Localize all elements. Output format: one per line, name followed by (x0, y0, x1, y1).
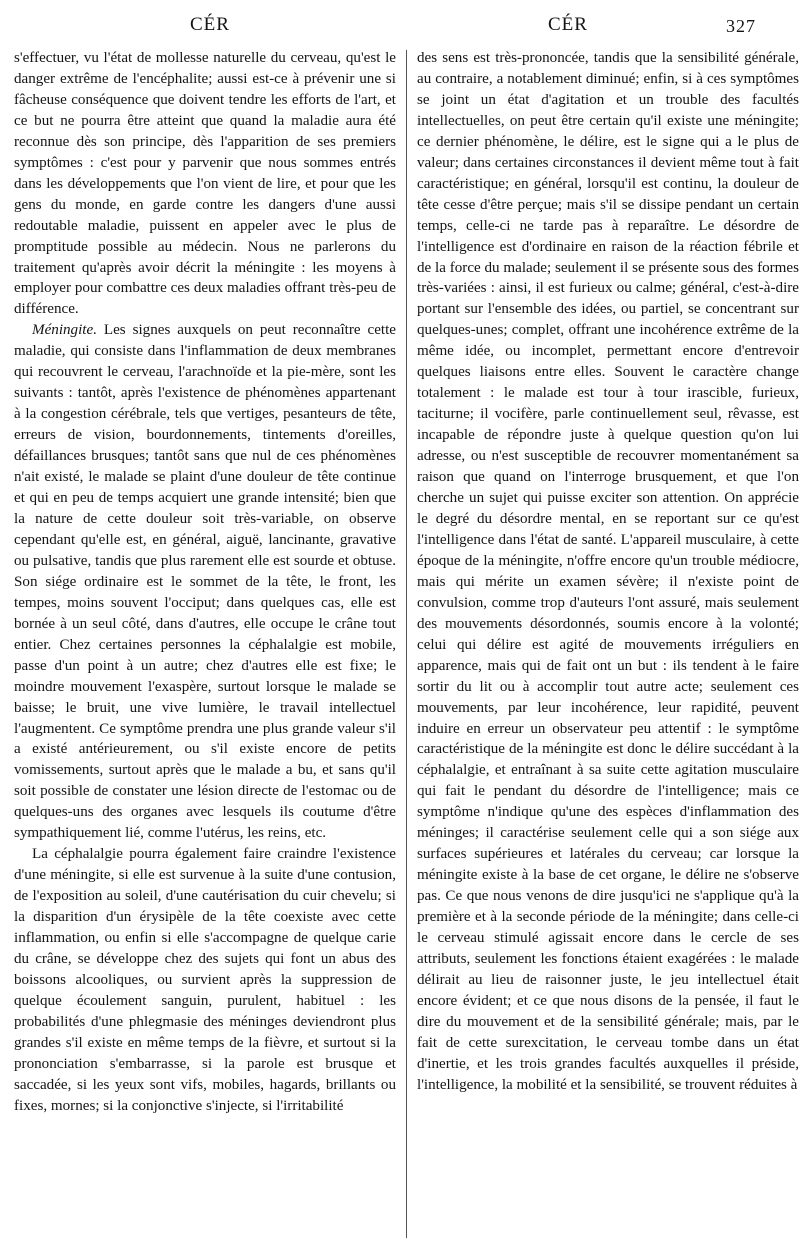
left-column (14, 48, 396, 1240)
section-lead-meningite: Méningite. (32, 322, 97, 339)
right-column (417, 48, 799, 1240)
running-head-left: CÉR (190, 14, 230, 35)
paragraph-meningite-text: Les signes auxquels on peut reconnaître cette maladie, qui consiste dans l'inflammation de deux membranes qui recouvrent le cerveau, l'arachnoïde et la pie-mère, sont les suivants : tantôt, après l'existence de phénomènes appartenant à la congestion cérébrale, tels que vertiges, pesanteurs de tête, erreurs de vision, bourdonnements, tintements d'oreilles, défaillances brusques; tantôt sans que nul de ces phénomènes n'ait existé, le malade se plaint d'une douleur de tête continue et qui en peu de temps acquiert une grande intensité; bien que la nature de cette douleur soit très-variable, on observe cependant qu'elle est, en général, aiguë, lancinante, gravative ou pulsative, tandis que plus rarement elle est sourde et obtuse. Son siége ordinaire est le sommet de la tête, le front, les tempes, moins souvent l'occiput; dans quelques cas, elle est bornée à un seul côté, dans d'autres, elle occupe le crâne tout entier. Chez certaines personnes la céphalalgie est mobile, passe d'un point à un autre; chez d'autres elle est fixe; le moindre mouvement l'exaspère, surtout lorsque le malade se baisse; le bruit, une vive lumière, le travail intellectuel l'augmentent. Ce symptôme prendra une plus grande valeur s'il a existé antérieurement, ou s'il existe encore de petits vomissements, surtout après que le malade a bu, et sans qu'il soit possible de constater une lésion directe de l'estomac ou de quelques-uns des organes avec lesquels ils coutume d'être sympathiquement lié, comme l'utérus, les reins, etc. (14, 322, 396, 842)
paragraph-encephalite-end: s'effectuer, vu l'état de mollesse naturelle du cerveau, qu'est le danger extrême de l'encéphalite; aussi est-ce à prévenir une si fâcheuse conséquence que doivent tendre les efforts de l'art, et ce but ne pourra être atteint que quand la maladie aura été reconnue dès son principe, dès l'apparition de ses premiers symptômes : c'est pour y parvenir que nous sommes entrés dans les développements que l'on vient de lire, et pour que les gens du monde, en garde contre les dangers d'une aussi redoutable maladie, puissent en appeler avec le plus de promptitude possible au médecin. Nous ne parlerons du traitement qu'après avoir décrit la méningite : les moyens à employer pour combattre ces deux maladies offrant très-peu de différence. (14, 50, 396, 318)
column-divider (406, 50, 407, 1238)
page-number: 327 (726, 16, 756, 36)
paragraph-cephalalgie: La céphalalgie pourra également faire craindre l'existence d'une méningite, si elle est survenue à la suite d'une contusion, de l'exposition au soleil, d'une cautérisation du cuir chevelu; si la disparition d'un érysipèle de la tête coexiste avec cette inflammation, ou enfin si elle s'accompagne de quelque carie du crâne, se développe chez des sujets qui font un abus des boissons alcooliques, ou survient après la suppression de quelque écoulement sanguin, purulent, habituel : les probabilités d'une phlegmasie des méninges deviendront plus grandes s'il existe en même temps de la fièvre, et surtout si la prononciation s'embarrasse, si la parole est brusque et saccadée, si les yeux sont vifs, mobiles, hagards, brillants ou fixes, mornes; si la conjonctive s'injecte, si l'irritabilité (14, 846, 396, 1114)
paragraph-meningite (14, 320, 396, 844)
paragraph-delire: des sens est très-prononcée, tandis que la sensibilité générale, au contraire, a notablement diminué; enfin, si à ces symptômes se joint un état d'agitation et un trouble des facultés intellectuelles, on peut être certain qu'il existe une méningite; ce dernier phénomène, le délire, est le signe qui a le plus de valeur; dans certaines circonstances il devient même tout à fait caractéristique; en général, lorsqu'il est continu, la douleur de tête cesse d'être perçue; mais s'il se dissipe pendant un certain temps, celle-ci ne tarde pas à reparaître. Le désordre de l'intelligence est d'ordinaire en raison de la réaction fébrile et de la force du malade; seulement il se présente sous des formes très-variées : ainsi, il est furieux ou calme; général, c'est-à-dire portant sur l'ensemble des idées, ou partiel, se concentrant sur quelques-unes; complet, offrant une incohérence extrême de la même idée, ou incomplet, permettant encore d'entrevoir quelques liaisons entre elles. Souvent le caractère change totalement : le malade est tour à tour irascible, furieux, taciturne; il vocifère, parle continuellement seul, rêvasse, est incapable de répondre juste à quelque question qu'on lui adresse, ou n'est susceptible de recouvrer momentanément sa raison que quand on l'interroge brusquement, et que l'on cherche un sujet qui puisse exciter son attention. On apprécie le degré du désordre mental, en se reportant sur ce qu'est l'intelligence dans l'état de santé. L'appareil musculaire, à cette époque de la méningite, n'offre encore qu'un trouble médiocre, mais qui mérite un examen sévère; il n'existe point de convulsion, comme trop d'auteurs l'ont assuré, mais seulement des mouvements désordonnés, soumis encore à la volonté; celui qui délire est agité de mouvements irréguliers en apparence, mais qui de fait ont un but : ils tendent à le faire sortir du lit ou à accomplir tout autre acte; seulement ces mouvements, par leur incohérence, leur rapidité, peuvent induire en erreur un observateur peu attentif : le symptôme caractéristique de la méningite est donc le délire succédant à la céphalalgie, et entraînant à sa suite cette agitation musculaire qui fait le pendant du désordre de l'intelligence; mais ce symptôme n'indique qu'une des espèces d'inflammation des méninges; il caractérise seulement celle qui a son siége aux surfaces supérieures et latérales du cerveau; car lorsque la méningite existe à la base de cet organe, le délire ne s'observe pas. Ce que nous venons de dire jusqu'ici ne s'applique qu'à la première et à la seconde période de la méningite; dans celle-ci le cerveau stimulé agissait encore dans le cercle de ses attributs, seulement les fonctions étaient exagérées : le malade délirait au lieu de raisonner juste, le jeu intellectuel était encore évident; et ce que nous disons de la pensée, il faut le dire du mouvement et de la sensibilité générale; mais, par le fait de cette surexcitation, le cerveau tombe dans un état d'inertie, et les trois grandes facultés auxquelles il préside, l'intelligence, la mobilité et la sensibilité, se trouvent réduites à (417, 50, 799, 1093)
page-header (0, 14, 800, 46)
running-head-right: CÉR (548, 14, 588, 35)
